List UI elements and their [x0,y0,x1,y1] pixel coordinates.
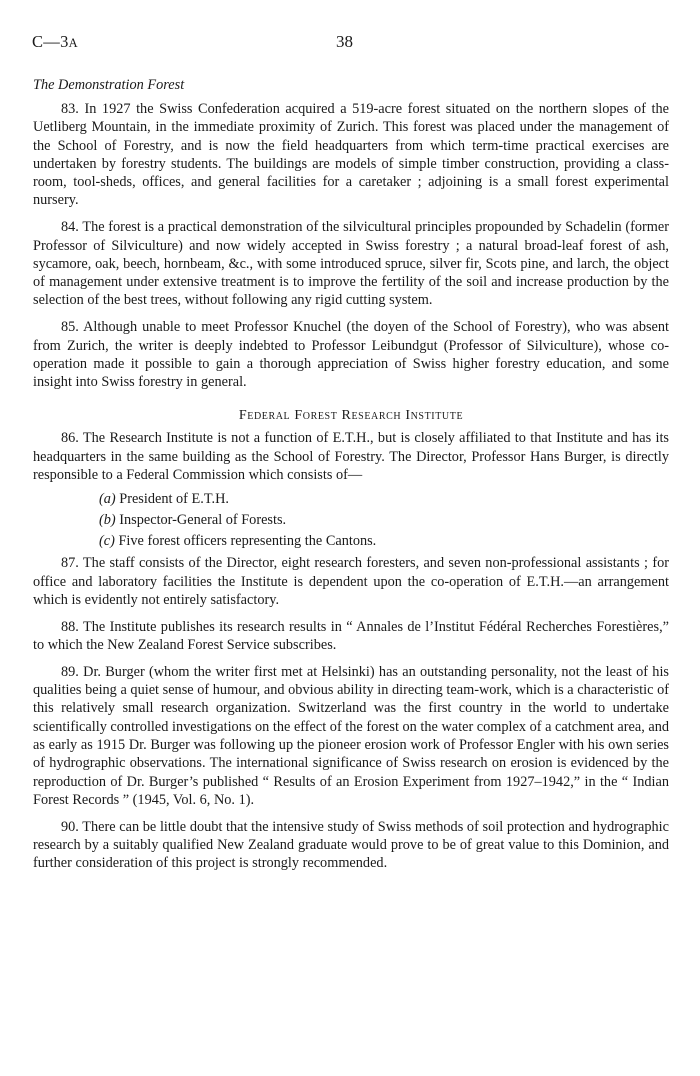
paragraph-83: 83. In 1927 the Swiss Confederation acquired a 519-acre forest situated on the northern slopes of the Uetliberg Mountain, in the immediate proximity of Zurich. This forest was placed under the management of the School of Forestry, and is now the field headquarters from which term-time practical exercises are undertaken by forestry students. The buildings are models of simple timber construction, providing a class-room, tool-sheds, offices, and general facilities for a caretaker ; adjoining is a small forest experimental nursery. [33,101,669,209]
list-item-label: (b) [99,512,116,529]
paragraph-90: 90. There can be little doubt that the intensive study of Swiss methods of soil protection and hydrographic research by a suitably qualified New Zealand graduate would prove to be of great value to this Dominion, and further consideration of this project is strongly recommended. [33,818,669,872]
list-item [99,511,669,529]
list-item-text: President of E.T.H. [119,491,229,508]
document-reference-prefix: C—3 [32,32,69,51]
document-reference [32,32,78,52]
page-body [33,76,669,881]
list-item [99,532,669,550]
paragraph-87: 87. The staff consists of the Director, eight research foresters, and seven non-professional assistants ; for office and laboratory facilities the Institute is dependent upon the co-operation of E.T.H.—an arrangement which is evidently not entirely satisfactory. [33,555,669,608]
list-item [99,490,669,508]
commission-list [33,490,669,550]
paragraph-89: 89. Dr. Burger (whom the writer first met at Helsinki) has an outstanding personality, not the least of his qualities being a quiet sense of humour, and obvious ability in directing team-work, which is a characteristic of this relatively small research organization. Switzerland was the first country in the world to undertake scientifically controlled investigations on the effect of the forest on the water complex of a catchment area, and as early as 1915 Dr. Burger was following up the pioneer erosion work of Professor Engler with his own series of hydrographic observations. The international significance of Swiss research on erosion is evidenced by the reproduction of Dr. Burger’s published “ Results of an Erosion Experiment from 1927–1942,” in the “ Indian Forest Records ” (1945, Vol. 6, No. 1). [33,663,669,808]
page-header [32,32,668,56]
paragraph-86: 86. The Research Institute is not a function of E.T.H., but is closely affiliated to that Institute and has its headquarters in the same building as the School of Forestry. The Director, Professor Hans Burger, is directly responsible to a Federal Commission which consists of— [33,430,669,484]
document-reference-suffix: A [68,36,78,50]
list-item-label: (c) [99,533,115,550]
list-item-text: Inspector-General of Forests. [119,512,287,529]
paragraph-84: 84. The forest is a practical demonstration of the silvicultural principles propounded by Schadelin (former Professor of Silviculture) and now widely accepted in Swiss forestry ; a natural broad-leaf forest of ash, sycamore, oak, beech, hornbeam, &c., with some introduced spruce, silver fir, Scots pine, and larch, the object of management under extensive treatment is to improve the fertility of the soil and increase production by the selection of the best trees, without following any rigid cutting system. [33,219,669,309]
list-item-text: Five forest officers representing the Cantons. [118,533,377,550]
paragraph-88: 88. The Institute publishes its research results in “ Annales de l’Institut Fédéral Recherches Forestières,” to which the New Zealand Forest Service subscribes. [33,618,669,654]
paragraph-85: 85. Although unable to meet Professor Knuchel (the doyen of the School of Forestry), who was absent from Zurich, the writer is deeply indebted to Professor Leibundgut (Professor of Silviculture), whose co-operation made it possible to gain a thorough appreciation of Swiss higher forestry education, and some insight into Swiss forestry in general. [33,319,669,391]
section-title-demonstration-forest: The Demonstration Forest [33,77,185,93]
page-number: 38 [336,32,353,51]
list-item-label: (a) [99,491,116,508]
section-heading-research-institute: Federal Forest Research Institute [238,408,464,424]
